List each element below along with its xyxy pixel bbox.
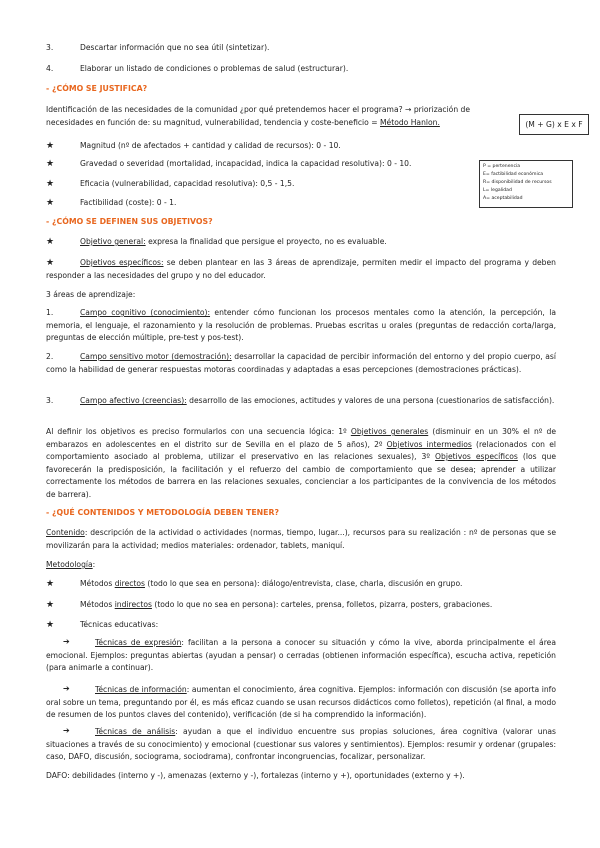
pearl-p: P = pertenencia bbox=[483, 164, 521, 169]
item-number: 4. bbox=[46, 64, 54, 73]
justifica-paragraph bbox=[46, 104, 514, 129]
arrow-icon: ➔ bbox=[63, 726, 70, 735]
seq-text: (los que favorecerán la predisposición, la facilitación y el refuerzo del cambio de comportamiento que se desea; aprender a utilizar correctamente los métodos de barrera en las relaciones sexuales, concienciar a los participantes de la convivencia de los métodos de barrera). bbox=[46, 452, 556, 499]
tecnicas-educativas: Técnicas educativas: bbox=[80, 620, 159, 629]
formula-box: (M + G) x E x F bbox=[519, 114, 589, 135]
pearl-e: E= factibilidad económica bbox=[483, 172, 544, 177]
criterion-gravedad: Gravedad o severidad (mortalidad, incapacidad, indica la capacidad resolutiva): 0 - 10. bbox=[80, 159, 412, 168]
metodos-directos bbox=[80, 578, 462, 591]
area-cognitivo-label: Campo cognitivo (conocimiento): bbox=[80, 308, 211, 317]
pearl-legend-box bbox=[479, 160, 573, 208]
list-item-3-text: Descartar información que no sea útil (sintetizar). bbox=[80, 43, 270, 52]
area-afectivo-label: Campo afectivo (creencias): bbox=[80, 396, 187, 405]
area-sensitivo-text: desarrollar la capacidad de percibir información del entorno y del propio cuerpo, así como la habilidad de generar respuestas motoras coordinadas y adaptadas a esas percepciones (demostraciones prácticas). bbox=[46, 352, 556, 374]
list-item-3 bbox=[46, 42, 53, 55]
tecnica-informacion bbox=[46, 684, 556, 722]
tecnica-informacion-text: : aumentan el conocimiento, área cognitiva. Ejemplos: información con discusión (se aporta info oral sobre un tema, preguntando por él, es más eficaz cuando se usan recursos didácticos como folletos), repetición (al final, a modo de resumen de los puntos claves del contenido), verificación (de si ha comprendido la información). bbox=[46, 685, 556, 719]
directos-label: directos bbox=[114, 579, 145, 588]
star-icon: ★ bbox=[46, 141, 55, 151]
objetivo-general-text: expresa la finalidad que persigue el proyecto, no es evaluable. bbox=[145, 237, 387, 246]
criterion-magnitud: Magnitud (nº de afectados + cantidad y calidad de recursos): 0 - 10. bbox=[80, 141, 341, 150]
tecnica-analisis-label: Técnicas de análisis bbox=[95, 727, 176, 736]
objetivo-general bbox=[80, 236, 387, 249]
star-icon: ★ bbox=[46, 620, 55, 630]
objetivos-especificos-text: se deben plantear en las 3 áreas de aprendizaje, permiten medir el impacto del programa y deben responder a las necesidades del grupo y no del educador. bbox=[46, 258, 556, 280]
star-icon: ★ bbox=[46, 159, 55, 169]
star-icon: ★ bbox=[46, 237, 55, 247]
objetivos-secuencia bbox=[46, 426, 556, 501]
pearl-l: L= legalidad bbox=[483, 188, 512, 193]
objetivos-especificos-link: Objetivos específicos bbox=[435, 452, 518, 461]
metodos-prefix: Métodos bbox=[80, 579, 115, 588]
metodologia-colon: : bbox=[92, 560, 96, 569]
area-afectivo-text: desarrollo de las emociones, actitudes y valores de una persona (cuestionarios de satisfacción). bbox=[186, 396, 555, 405]
metodologia bbox=[46, 559, 95, 572]
area-sensitivo-motor bbox=[46, 351, 556, 376]
indirectos-label: indirectos bbox=[114, 600, 152, 609]
indirectos-text: (todo lo que no sea en persona): carteles, prensa, folletos, pizarra, posters, grabaciones. bbox=[151, 600, 493, 609]
criterion-eficacia: Eficacia (vulnerabilidad, capacidad resolutiva): 0,5 - 1,5. bbox=[80, 179, 295, 188]
star-icon: ★ bbox=[46, 179, 55, 189]
dafo-line: DAFO: debilidades (interno y -), amenazas (externo y -), fortalezas (interno y +), oportunidades (externo y +). bbox=[46, 771, 465, 780]
pearl-r: R= disponibilidad de recursos bbox=[483, 180, 552, 185]
area-number: 3. bbox=[46, 396, 54, 405]
tecnica-informacion-label: Técnicas de información bbox=[95, 685, 187, 694]
arrow-icon: ➔ bbox=[63, 637, 70, 646]
area-cognitivo bbox=[46, 307, 556, 345]
areas-intro: 3 áreas de aprendizaje: bbox=[46, 290, 136, 299]
heading-objetivos: - ¿CÓMO SE DEFINEN SUS OBJETIVOS? bbox=[46, 217, 213, 226]
seq-text: (disminuir en un 30% el nº de embarazos en adolescentes en el distrito sur de Sevilla en el plazo de 5 años), 2º bbox=[46, 427, 557, 449]
objetivo-general-label: Objetivo general: bbox=[80, 237, 146, 246]
area-number: 1. bbox=[46, 308, 54, 317]
tecnica-analisis bbox=[46, 726, 556, 764]
area-sensitivo-label: Campo sensitivo motor (demostración): bbox=[80, 352, 232, 361]
item-number: 3. bbox=[46, 43, 54, 52]
objetivos-generales-link: Objetivos generales bbox=[350, 427, 429, 436]
tecnica-expresion bbox=[46, 637, 556, 675]
star-icon: ★ bbox=[46, 258, 55, 268]
contenido-text: : descripción de la actividad o actividades (normas, tiempo, lugar...), recursos para su realización : nº de personas que se movilizarán para la actividad; medios materiales: ordenador, tablets, maniquí. bbox=[46, 528, 556, 550]
seq-text: (relacionados con el comportamiento asociado al problema, utilizar el preservativo en las relaciones sexuales), 3º bbox=[46, 439, 556, 461]
heading-justifica: - ¿CÓMO SE JUSTIFICA? bbox=[46, 84, 148, 93]
objetivos-especificos-label: Objetivos específicos: bbox=[80, 258, 164, 267]
star-icon: ★ bbox=[46, 579, 55, 589]
area-afectivo bbox=[46, 395, 556, 408]
list-item-4-text: Elaborar un listado de condiciones o problemas de salud (estructurar). bbox=[80, 64, 349, 73]
objetivos-especificos bbox=[46, 257, 556, 282]
directos-text: (todo lo que sea en persona): diálogo/entrevista, clase, charla, discusión en grupo. bbox=[145, 579, 463, 588]
tecnica-expresion-label: Técnicas de expresión bbox=[95, 638, 182, 647]
arrow-icon: ➔ bbox=[63, 684, 70, 693]
hanlon-method-link: Método Hanlon. bbox=[380, 117, 440, 127]
seq-text: Al definir los objetivos es preciso formularlos con una secuencia lógica: 1º bbox=[46, 427, 351, 436]
tecnica-expresion-text: : facilitan a la persona a conocer su situación y cómo la vive, aborda principalmente el área emocional. Ejemplos: preguntas abiertas (ayudan a pensar) o cerradas (obtienen información específica), escucha activa, repetición (para animarle a continuar). bbox=[46, 638, 556, 672]
contenido-label: Contenido bbox=[46, 528, 85, 537]
star-icon: ★ bbox=[46, 198, 55, 208]
area-cognitivo-text: entender cómo funcionan los procesos mentales como la atención, la percepción, la memoria, el lenguaje, el razonamiento y la resolución de problemas. Pruebas escritas u orales (preguntas de redacción corta/larga, preguntas de elección múltiple, pre-test y pos-test). bbox=[46, 308, 556, 342]
objetivos-intermedios-link: Objetivos intermedios bbox=[386, 439, 472, 449]
metodos-prefix: Métodos bbox=[80, 600, 115, 609]
metodos-indirectos bbox=[80, 599, 492, 612]
list-item-4 bbox=[46, 63, 53, 76]
pearl-a: A= aceptabilidad bbox=[483, 196, 523, 201]
star-icon: ★ bbox=[46, 600, 55, 610]
heading-contenidos: - ¿QUÉ CONTENIDOS Y METODOLOGÍA DEBEN TENER? bbox=[46, 508, 280, 517]
criterion-factibilidad: Factibilidad (coste): 0 - 1. bbox=[80, 198, 177, 207]
metodologia-label: Metodología bbox=[46, 560, 93, 569]
area-number: 2. bbox=[46, 352, 54, 361]
justifica-text: Identificación de las necesidades de la comunidad ¿por qué pretendemos hacer el programa? → priorización de necesidades en función de: su magnitud, vulnerabilidad, tendencia y coste-beneficio = bbox=[46, 105, 471, 127]
contenido-paragraph bbox=[46, 527, 556, 552]
tecnica-analisis-text: : ayudan a que el individuo encuentre sus propias soluciones, área cognitiva (valorar unas situaciones a través de su conocimiento) y emocional (cuestionar sus valores y sentimientos). Ejemplos: resumir y ordenar (grupales: caso, DAFO, discusión, sociograma, sociodrama), confrontar incongruencias, focalizar, personalizar. bbox=[46, 727, 556, 761]
